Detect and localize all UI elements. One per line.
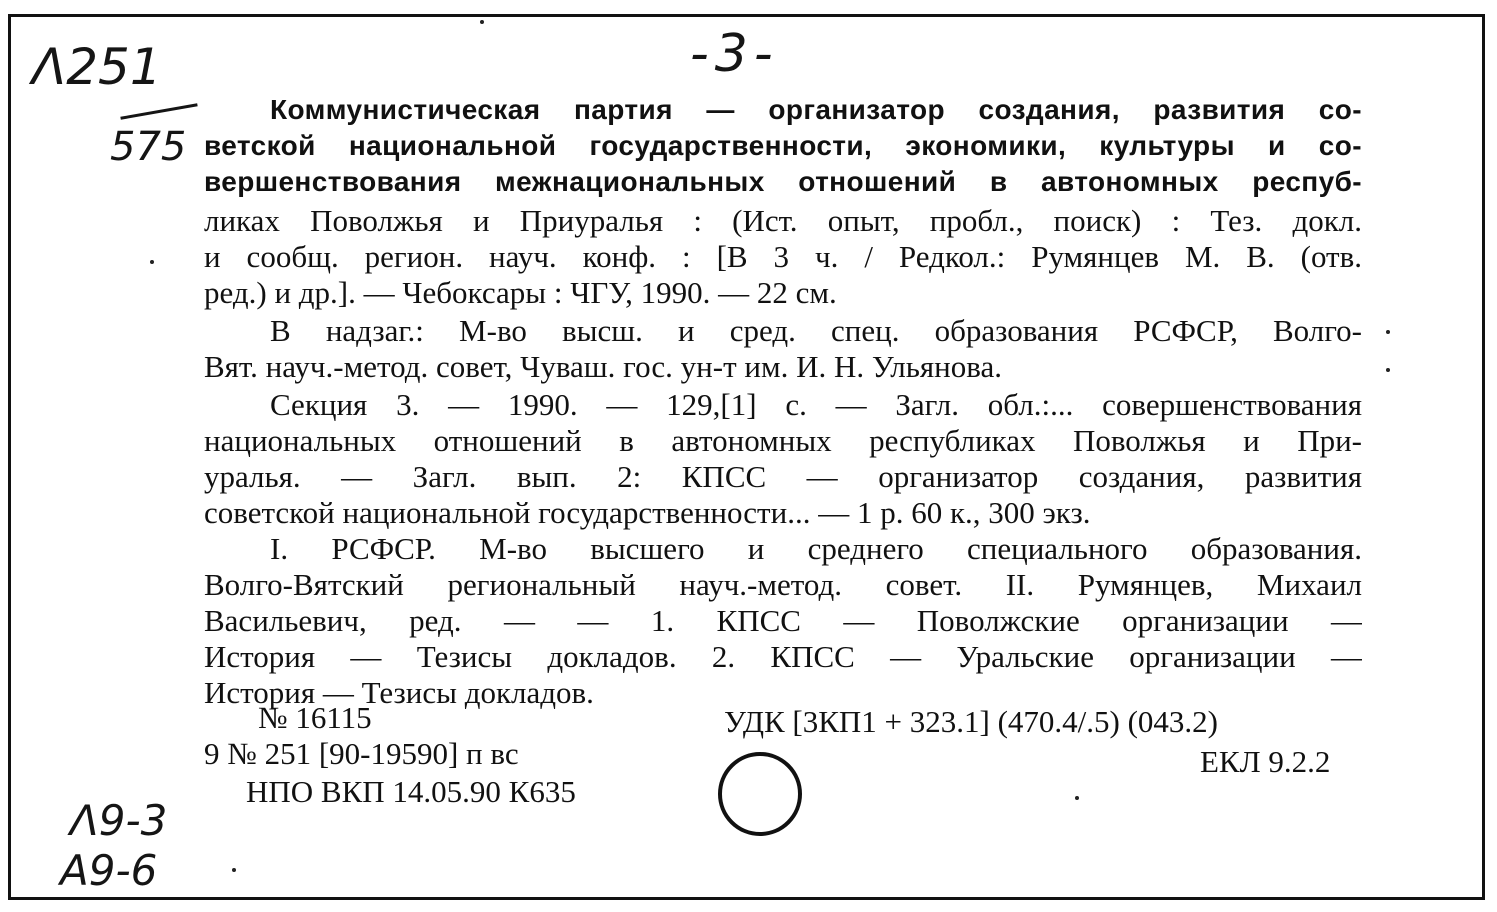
record-line: Вят. науч.-метод. совет, Чуваш. гос. ун-т им. И. Н. Ульянова.	[204, 349, 1002, 384]
card-number: № 16115	[258, 700, 372, 735]
record-line: ликах Поволжья и Приуралья : (Ист. опыт, пробл., поиск) : Тез. докл.	[204, 203, 1362, 238]
record-line: и сообщ. регион. науч. конф. : [В 3 ч. / Редкол.: Румянцев М. В. (отв.	[204, 239, 1362, 274]
record-line: советской национальной государственности... — 1 р. 60 к., 300 экз.	[204, 495, 1091, 530]
handwritten-call-number-bottom: 575	[110, 124, 187, 170]
ink-speck	[1386, 368, 1390, 372]
record-line: I. РСФСР. М-во высшего и среднего специального образования.	[270, 531, 1362, 566]
record-line: национальных отношений в автономных республиках Поволжья и При-	[204, 423, 1362, 458]
record-line: ред.) и др.]. — Чебоксары : ЧГУ, 1990. — 22 см.	[204, 275, 837, 310]
order-number: 9 № 251 [90-19590] п вс	[204, 736, 519, 771]
ekl-code: ЕКЛ 9.2.2	[1200, 744, 1331, 779]
ink-speck	[150, 260, 154, 264]
record-line: уралья. — Загл. вып. 2: КПСС — организатор создания, развития	[204, 459, 1362, 494]
record-line: Секция 3. — 1990. — 129,[1] с. — Загл. обл.:... совершенствования	[270, 387, 1362, 422]
stamp-circle	[718, 752, 802, 836]
publisher-mark: НПО ВКП 14.05.90 К635	[246, 774, 576, 809]
ink-speck	[480, 20, 484, 24]
ink-speck	[232, 868, 236, 872]
ink-speck	[1075, 796, 1079, 800]
record-line: Коммунистическая партия — организатор создания, развития со-	[270, 94, 1362, 125]
handwritten-call-number-top: Λ251	[32, 38, 162, 96]
record-line: История — Тезисы докладов.	[204, 675, 594, 710]
udk-code: УДК [3КП1 + 323.1] (470.4/.5) (043.2)	[724, 704, 1218, 739]
record-line: В надзаг.: М-во высш. и сред. спец. образования РСФСР, Волго-	[270, 313, 1362, 348]
handwritten-shelf-mark-1: Λ9-3	[70, 796, 168, 845]
record-line: вершенствования межнациональных отношений в автономных респуб-	[204, 166, 1362, 197]
ink-speck	[1386, 330, 1390, 334]
record-line: Васильевич, ред. — — 1. КПСС — Поволжские организации —	[204, 603, 1362, 638]
handwritten-page-number: -3-	[690, 24, 779, 84]
handwritten-shelf-mark-2: A9-6	[60, 846, 158, 895]
record-line: Волго-Вятский региональный науч.-метод. совет. II. Румянцев, Михаил	[204, 567, 1362, 602]
record-line: История — Тезисы докладов. 2. КПСС — Уральские организации —	[204, 639, 1362, 674]
record-line: ветской национальной государственности, экономики, культуры и со-	[204, 130, 1362, 161]
